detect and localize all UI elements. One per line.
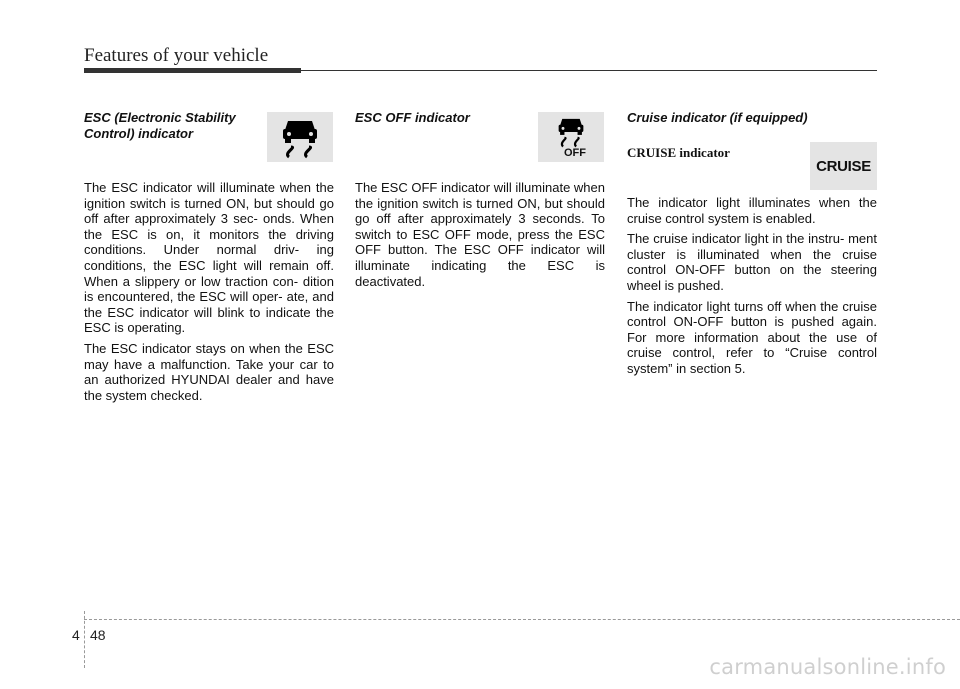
footer-rule bbox=[84, 619, 960, 620]
paragraph: The cruise indicator light in the instru- ment cluster is illuminated when the cruise control ON-OFF button on the steering wheel is pushed. bbox=[627, 231, 877, 293]
section-esc bbox=[84, 110, 334, 408]
esc-skid-car-icon bbox=[267, 112, 333, 162]
off-label: OFF bbox=[564, 146, 586, 159]
section-cruise bbox=[627, 110, 877, 410]
watermark: carmanualsonline.info bbox=[709, 655, 946, 679]
section-title: ESC (Electronic Stability Control) indicator bbox=[84, 110, 236, 141]
paragraph: The indicator light turns off when the cruise control ON-OFF button is pushed again. For more information about the use of cruise control, refer to “Cruise control system” in section 5. bbox=[627, 298, 877, 376]
section-title: ESC OFF indicator bbox=[355, 110, 470, 125]
cruise-icon bbox=[810, 142, 877, 190]
footer-section-number: 4 bbox=[72, 627, 80, 643]
paragraph: The ESC OFF indicator will illuminate when the ignition switch is turned ON, but should go off after approximately 3 seconds. To switch to ESC OFF mode, press the ESC OFF button. The ESC OFF indicator will illuminate indicating the ESC is deactivated. bbox=[355, 180, 605, 289]
paragraph: The indicator light illuminates when the cruise control system is enabled. bbox=[627, 195, 877, 226]
footer-page-number: 48 bbox=[90, 627, 106, 643]
header-bar bbox=[84, 68, 301, 73]
header-rule bbox=[301, 70, 877, 71]
esc-off-icon bbox=[538, 112, 604, 162]
section-esc-off bbox=[355, 110, 605, 294]
section-body bbox=[627, 195, 877, 382]
section-title: Cruise indicator (if equipped) bbox=[627, 110, 808, 125]
footer-divider bbox=[84, 611, 86, 668]
paragraph: The ESC indicator stays on when the ESC may have a malfunction. Take your car to an authorized HYUNDAI dealer and have the system checked. bbox=[84, 340, 334, 403]
cruise-label: CRUISE bbox=[816, 157, 871, 175]
page-header-title: Features of your vehicle bbox=[84, 45, 269, 66]
section-subtitle: CRUISE indicator bbox=[627, 145, 730, 160]
section-body bbox=[355, 180, 605, 289]
section-body bbox=[84, 180, 334, 403]
paragraph: The ESC indicator will illuminate when the ignition switch is turned ON, but should go off after approximately 3 sec- onds. When the ESC is on, it monitors the driving conditions. Under normal driv- ing conditions, the ESC light will remain off. When a slippery or low traction con- dition is encountered, the ESC will oper- ate, and the ESC indicator will blink to indicate the ESC is operating. bbox=[84, 180, 334, 336]
